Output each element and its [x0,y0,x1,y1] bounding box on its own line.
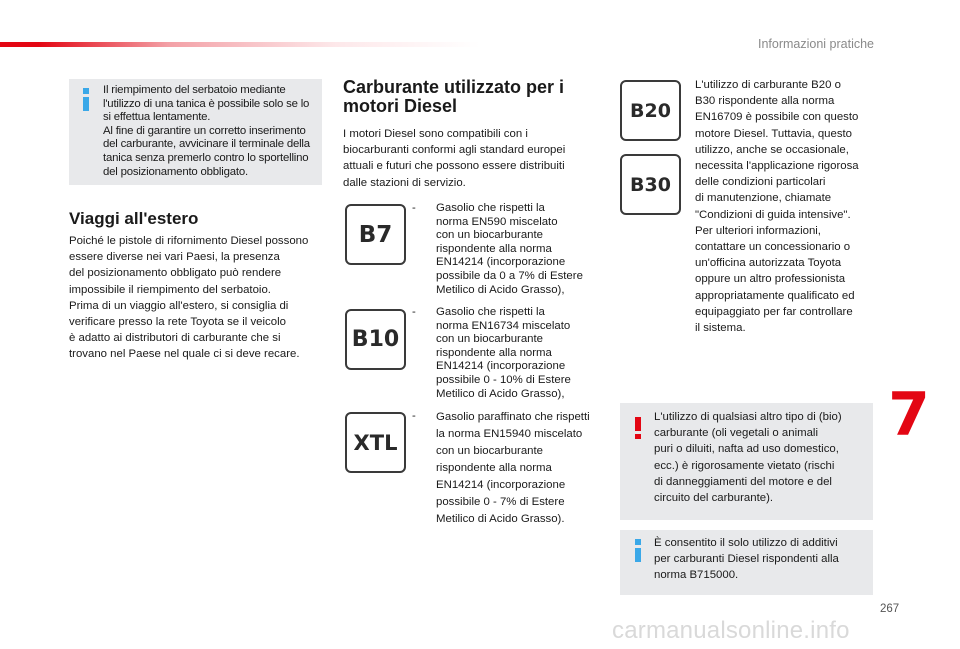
fuel-badge-b30: B30 [620,154,681,215]
text-line: rispondente alla norma [436,462,552,474]
text-line: il sistema. [695,322,746,335]
text-line: con un biocarburante [436,229,544,242]
text-line: di manutenzione, chiamate [695,192,832,205]
text-line: norma B715000. [654,569,739,582]
text-line: un'officina autorizzata Toyota [695,257,842,270]
text-line: delle condizioni particolari [695,176,826,189]
text-line: biocarburanti conformi agli standard europei [343,144,566,157]
text-line: è adatto ai distributori di carburante che si [69,332,281,345]
text-line: Metilico di Acido Grasso), [436,283,565,296]
text-line: "Condizioni di guida intensive". [695,208,851,221]
text-line: di danneggiamenti del motore e del [654,475,832,488]
diesel-heading-line1: Carburante utilizzato per i [343,77,565,97]
warning-box-text [654,409,869,506]
text-line: appropriatamente qualificato ed [695,289,855,302]
section-title: Informazioni pratiche [757,37,874,51]
text-line: equipaggiato per far controllare [695,305,853,318]
text-line: carburante (oli vegetali o animali [654,427,818,440]
text-line: ecc.) è rigorosamente vietato (rischi [654,459,835,472]
text-line: rispondente alla norma [436,242,552,255]
chapter-number: 7 [888,380,930,450]
info-icon [79,88,93,110]
text-line: rispondente alla norma [436,346,552,359]
page-number: 267 [880,603,900,615]
text-line: tanica senza premerlo contro lo sportellino [103,151,309,164]
info-box-additives-text [654,535,869,584]
text-line: dalle stazioni di servizio. [343,176,466,189]
fuel-desc-b10 [436,306,604,401]
text-line: L'utilizzo di carburante B20 o [695,79,841,91]
fuel-badge-xtl: XTL [345,412,406,473]
text-line: essere diverse nei vari Paesi, la presenza [69,251,280,264]
text-line: possibile da 0 a 7% di Estere [436,269,583,282]
text-line: Gasolio che rispetti la [436,306,545,318]
text-line: Gasolio che rispetti la [436,202,545,214]
text-line: Il riempimento del serbatoio mediante [103,84,286,96]
text-line: I motori Diesel sono compatibili con i [343,128,528,140]
text-line: necessita l'applicazione rigorosa [695,160,859,173]
text-line: È consentito il solo utilizzo di additivi [654,537,838,549]
text-line: possibile 0 - 7% di Estere [436,496,565,508]
list-dash: - [412,306,416,318]
text-line: la norma EN15940 miscelato [436,428,583,440]
text-line: EN16709 è possibile con questo [695,111,859,124]
text-line: Prima di un viaggio all'estero, si consiglia di [69,299,289,312]
text-line: Metilico di Acido Grasso), [436,387,565,400]
text-line: B30 rispondente alla norma [695,95,835,108]
text-line: attuali e futuri che possono essere distribuiti [343,160,565,173]
text-line: utilizzo, anche se occasionale, [695,143,849,156]
text-line: EN14214 (incorporazione [436,360,566,373]
diesel-intro [343,126,603,191]
text-line: circuito del carburante). [654,492,774,505]
warning-box-fuel [620,403,873,520]
text-line: Gasolio paraffinato che rispetti [436,411,590,423]
text-line: del carburante, avvicinare il terminale della [103,138,310,151]
text-line: del posizionamento obbligato. [103,165,248,178]
watermark: carmanualsonline.info [612,617,850,644]
text-line: l'utilizzo di una tanica è possibile solo se lo [103,97,310,110]
text-line: trovano nel Paese nel quale ci si deve recare. [69,348,300,361]
abroad-heading: Viaggi all'estero [69,209,199,228]
text-line: Poiché le pistole di rifornimento Diesel possono [69,235,309,247]
header-accent-bar [0,42,480,47]
list-dash: - [412,202,416,214]
text-line: si effettua lentamente. [103,111,211,124]
fuel-badge-b10: B10 [345,309,406,370]
diesel-heading-line2: motori Diesel [343,96,458,116]
text-line: con un biocarburante [436,445,544,457]
b20-b30-paragraph [695,77,880,336]
fuel-desc-b7 [436,202,604,297]
fuel-badge-b20: B20 [620,80,681,141]
text-line: verificare presso la rete Toyota se il veicolo [69,316,286,329]
text-line: per carburanti Diesel rispondenti alla [654,553,839,566]
text-line: possibile 0 - 10% di Estere [436,373,571,386]
text-line: norma EN590 miscelato [436,215,558,228]
text-line: norma EN16734 miscelato [436,319,571,332]
text-line: Metilico di Acido Grasso). [436,513,565,525]
warning-icon [634,417,642,439]
text-line: contattare un concessionario o [695,241,851,254]
text-line: puri o diluiti, nafta ad uso domestico, [654,443,839,456]
fuel-desc-xtl [436,409,606,528]
text-line: oppure un altro professionista [695,273,846,286]
text-line: con un biocarburante [436,333,544,346]
text-line: Al fine di garantire un corretto inserimento [103,124,306,137]
info-box-additives [620,530,873,595]
text-line: impossibile il riempimento del serbatoio. [69,283,271,296]
abroad-paragraph [69,233,327,363]
text-line: EN14214 (incorporazione [436,256,566,269]
text-line: EN14214 (incorporazione [436,479,566,491]
info-icon [631,539,645,561]
text-line: motore Diesel. Tuttavia, questo [695,127,853,140]
list-dash: - [412,410,416,422]
text-line: Per ulteriori informazioni, [695,224,821,237]
text-line: L'utilizzo di qualsiasi altro tipo di (bio) [654,411,842,423]
fuel-badge-b7: B7 [345,204,406,265]
info-box-refuel [69,79,322,185]
text-line: del posizionamento obbligato può rendere [69,267,282,280]
info-box-refuel-text [103,84,319,179]
